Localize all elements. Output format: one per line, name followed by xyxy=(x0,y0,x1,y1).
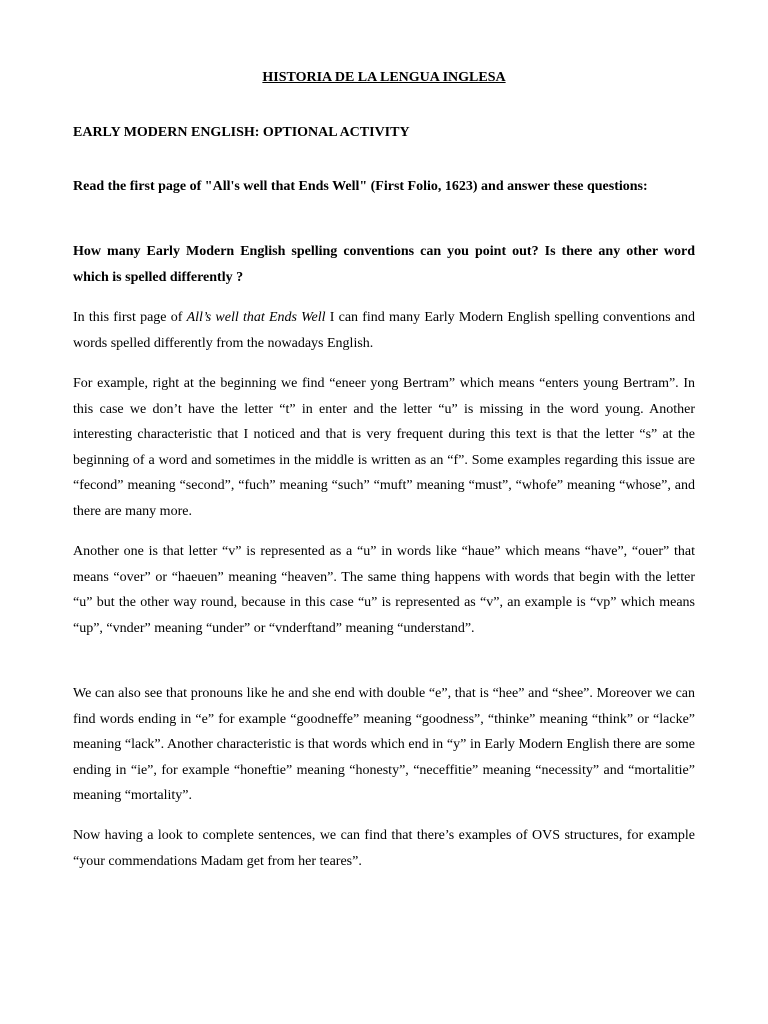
question-1: Read the first page of "All's well that Ends Well" (First Folio, 1623) and answer these questions: xyxy=(73,179,648,194)
question-2: How many Early Modern English spelling conventions can you point out? Is there any other word which is spelled differently ? xyxy=(73,244,695,285)
play-title-italic: All’s well that Ends Well xyxy=(186,310,326,325)
paragraph-2: For example, right at the beginning we find “eneer yong Bertram” which means “enters young Bertram”. In this case we don’t have the letter “t” in enter and the letter “u” is missing in the word young. Another interesting characteristic that I noticed and that is very frequent during this text is that the letter “s” at the beginning of a word and sometimes in the middle is written as an “f”. Some examples regarding this issue are “fecond” meaning “second”, “fuch” meaning “such” “muft” meaning “must”, “whofe” meaning “whose”, and there are many more. xyxy=(73,376,695,519)
paragraph-1 xyxy=(73,305,695,356)
paragraph-1-after: I can find many Early Modern English spelling conventions and words spelled differently from the nowadays English. xyxy=(73,310,695,351)
paragraph-1-before: In this first page of xyxy=(73,310,187,325)
paragraph-5: Now having a look to complete sentences, we can find that there’s examples of OVS structures, for example “your commendations Madam get from her teares”. xyxy=(73,828,695,869)
paragraph-4: We can also see that pronouns like he and she end with double “e”, that is “hee” and “shee”. Moreover we can find words ending in “e” for example “goodneffe” meaning “goodness”, “thinke” meaning “think” or “lacke” meaning “lack”. Another characteristic is that words which end in “y” in Early Modern English there are some ending in “ie”, for example “honeftie” meaning “honesty”, “neceffitie” meaning “necessity” and “mortalitie” meaning “mortality”. xyxy=(73,686,695,803)
paragraph-3: Another one is that letter “v” is represented as a “u” in words like “haue” which means “have”, “ouer” that means “over” or “haeuen” meaning “heaven”. The same thing happens with words that begin with the letter “u” but the other way round, because in this case “u” is represented as “v”, an example is “vp” which means “up”, “vnder” meaning “under” or “vnderftand” meaning “understand”. xyxy=(73,544,695,636)
document-subtitle: EARLY MODERN ENGLISH: OPTIONAL ACTIVITY xyxy=(73,125,410,140)
document-title: HISTORIA DE LA LENGUA INGLESA xyxy=(262,70,506,85)
